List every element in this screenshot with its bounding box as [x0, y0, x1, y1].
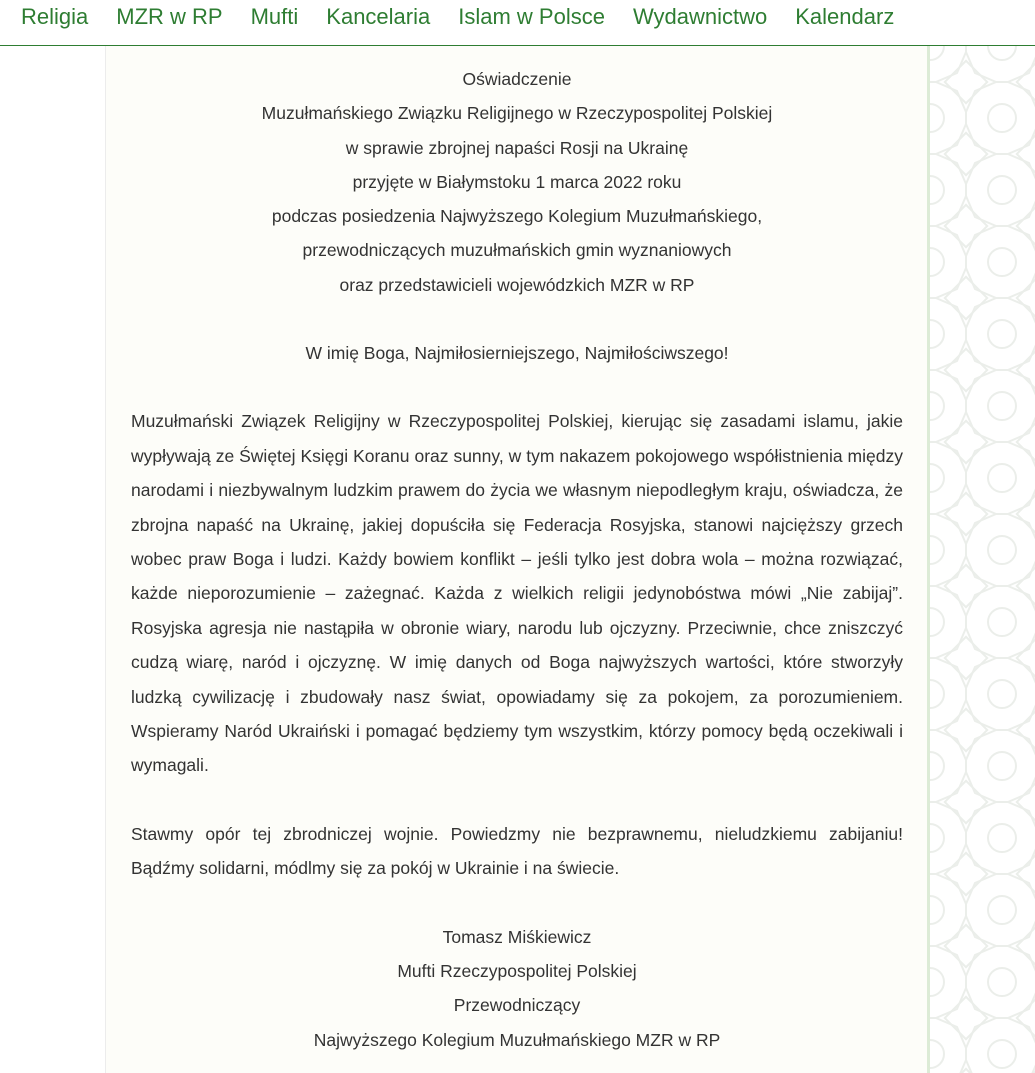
- signature-title: Mufti Rzeczypospolitej Polskiej: [397, 960, 637, 981]
- nav-item-mufti[interactable]: Mufti: [250, 4, 299, 29]
- statement-header-line: przewodniczących muzułmańskich gmin wyznaniowych: [302, 240, 732, 261]
- top-navigation: [0, 0, 1035, 46]
- nav-item-religia[interactable]: Religia: [21, 4, 89, 29]
- statement-header-line: podczas posiedzenia Najwyższego Kolegium Muzułmańskiego,: [271, 206, 763, 227]
- greeting: W imię Boga, Najmiłosierniejszego, Najmiłościwszego!: [305, 343, 729, 364]
- nav-item-wydawnictwo[interactable]: Wydawnictwo: [632, 4, 768, 29]
- signature-block: [131, 920, 903, 1057]
- statement-closing: Stawmy opór tej zbrodniczej wojnie. Powiedzmy nie bezprawnemu, nieludzkiemu zabijaniu! Bądźmy solidarni, módlmy się za pokój w Ukrainie i na świecie.: [131, 823, 903, 879]
- statement-header-line: przyjęte w Białymstoku 1 marca 2022 roku: [352, 171, 682, 192]
- signature-title: Najwyższego Kolegium Muzułmańskiego MZR w RP: [313, 1029, 721, 1050]
- nav-item-mzr-w-rp[interactable]: MZR w RP: [116, 4, 223, 29]
- statement-article: [131, 62, 903, 1057]
- nav-item-kancelaria[interactable]: Kancelaria: [326, 4, 431, 29]
- nav-item-islam-w-polsce[interactable]: Islam w Polsce: [458, 4, 605, 29]
- statement-header-line: Muzułmańskiego Związku Religijnego w Rzeczypospolitej Polskiej: [261, 103, 773, 124]
- signature-name: Tomasz Miśkiewicz: [442, 926, 592, 947]
- statement-header-line: w sprawie zbrojnej napaści Rosji na Ukrainę: [345, 137, 689, 158]
- statement-header-line: oraz przedstawicieli wojewódzkich MZR w RP: [339, 274, 695, 295]
- statement-header: [131, 62, 903, 302]
- statement-title: Oświadczenie: [462, 69, 572, 89]
- signature-title: Przewodniczący: [453, 995, 581, 1016]
- statement-body: Muzułmański Związek Religijny w Rzeczypospolitej Polskiej, kierując się zasadami islamu, jakie wypływają ze Świętej Księgi Koranu oraz sunny, w tym nakazem pokojowego współistnienia między narodami i niezbywalnym ludzkim prawem do życia we własnym niepodległym kraju, oświadcza, że zbrojna napaść na Ukrainę, jakiej dopuściła się Federacja Rosyjska, stanowi najcięższy grzech wobec praw Boga i ludzi. Każdy bowiem konflikt – jeśli tylko jest dobra wola – można rozwiązać, każde nieporozumienie – zażegnać. Każda z wielkich religii jedynobóstwa mówi „Nie zabijaj”. Rosyjska agresja nie nastąpiła w obronie wiary, narodu lub ojczyzny. Przeciwnie, chce zniszczyć cudzą wiarę, naród i ojczyznę. W imię danych od Boga najwyższych wartości, które stworzyły ludzką cywilizację i zbudowały nasz świat, opowiadamy się za pokojem, za porozumieniem. Wspieramy Naród Ukraiński i pomagać będziemy tym wszystkim, którzy pomocy będą oczekiwali i wymagali.: [131, 411, 903, 776]
- decorative-pattern: [927, 46, 1035, 1073]
- article-content: [105, 46, 927, 1073]
- left-gutter: [0, 46, 105, 1073]
- geometric-pattern-icon: [930, 46, 1035, 1073]
- nav-item-kalendarz[interactable]: Kalendarz: [795, 4, 895, 29]
